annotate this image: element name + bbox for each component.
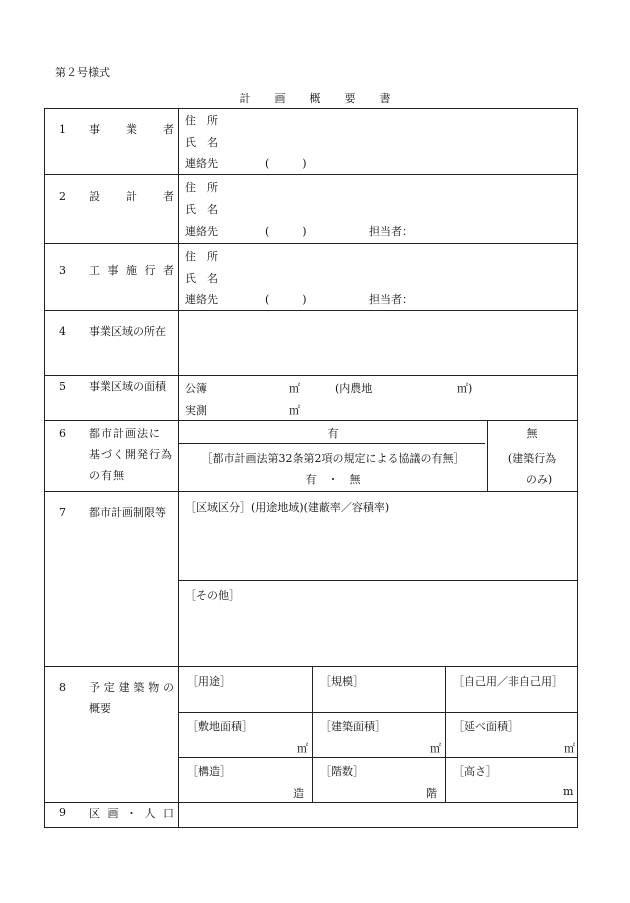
row-number: 9 [59,806,66,819]
row-header [45,421,179,491]
building-only-note: のみ) [525,473,553,486]
consultation-note: ［都市計画法第32条第2項の規定による協議の有無］ [201,452,465,465]
row-label: 事業区域の所在 [89,325,166,338]
development-no-label[interactable]: 無 [526,427,538,440]
row-label: 事業区域の面積 [89,380,166,393]
title-char: 計 [239,92,251,105]
row-number: 8 [59,681,66,694]
row-urban-restrictions [45,492,577,667]
row-label: 区 画 ・ 人 口 [89,807,174,820]
own-use-label: ［自己用／非自己用］ [453,675,563,688]
floor-area-label: ［延べ面積］ [453,720,519,733]
site-area-label: ［敷地面積］ [187,720,253,733]
row-body[interactable] [179,803,577,827]
building-only-note: (建築行為 [507,452,557,465]
address-label: 住 所 [185,181,218,194]
contact-label: 連絡先 [185,225,218,238]
meter-unit: m [563,785,574,798]
name-label: 氏 名 [185,203,218,216]
row-business-operator [45,109,577,175]
column-divider [445,667,446,802]
row-number: 2 [59,190,66,203]
row-label: 都市計画法に 基づく開発行為 の有無 [89,427,173,482]
square-meter-unit: ㎡ [289,382,300,395]
row-header [45,376,179,420]
row-contractor [45,244,577,311]
other-label: ［その他］ [185,589,240,602]
person-in-charge-label: 担当者： [369,293,413,306]
cell-divider [179,757,577,758]
cell-divider [179,712,577,713]
height-label: ［高さ］ [453,765,497,778]
title-char: 要 [344,92,356,105]
scale-label: ［規模］ [320,675,364,688]
survey-area-label: 実測 [185,404,207,417]
address-label: 住 所 [185,114,218,127]
square-meter-unit: ㎡ [289,404,300,417]
cell-divider [179,443,485,444]
title-char: 概 [309,92,321,105]
row-designer [45,175,577,244]
use-label: ［用途］ [187,675,231,688]
person-in-charge-label: 担当者： [369,225,413,238]
square-meter-unit: ㎡ [564,742,575,755]
farmland-label: (内農地 [335,382,373,395]
zoning-label: ［区域区分］(用途地域)(建蔽率／容積率) [185,501,390,514]
row-label: 予 定 建 築 物 の 概要 [89,681,174,715]
consultation-yes-no[interactable]: 有 ・ 無 [305,473,361,486]
name-label: 氏 名 [185,272,218,285]
name-label: 氏 名 [185,136,218,149]
contact-label: 連絡先 [185,157,218,170]
structure-unit: 造 [293,787,304,800]
row-number: 6 [59,427,66,440]
row-project-area [45,376,577,421]
row-header [45,492,179,666]
row-body [179,667,577,802]
row-body[interactable] [179,175,577,243]
row-label: 都市計画制限等 [89,506,166,519]
row-label: 設 計 者 [89,190,174,203]
document-title [0,90,630,106]
row-project-location [45,311,577,376]
row-lots-population [45,803,577,827]
row-number: 3 [59,264,66,277]
row-body[interactable] [179,109,577,174]
row-body [179,421,577,491]
title-char: 書 [379,92,391,105]
floors-label: ［階数］ [320,765,364,778]
form-number: 第２号様式 [55,66,110,79]
plan-summary-form [44,108,578,828]
building-area-label: ［建築面積］ [320,720,386,733]
row-header [45,244,179,310]
square-meter-unit: ㎡ [297,742,308,755]
row-body[interactable] [179,311,577,375]
row-header [45,311,179,375]
contact-paren: ( ) [265,225,307,238]
development-yes-label[interactable]: 有 [327,427,339,440]
contact-paren: ( ) [265,157,307,170]
row-body[interactable] [179,376,577,420]
row-planned-building [45,667,577,803]
row-number: 5 [59,380,66,393]
floors-unit: 階 [426,787,437,800]
row-number: 1 [59,123,66,136]
row-header [45,109,179,174]
row-development-act [45,421,577,492]
row-number: 4 [59,325,66,338]
title-char: 画 [274,92,286,105]
row-label: 事 業 者 [89,123,174,136]
cell-divider [179,580,577,581]
register-area-label: 公簿 [185,382,207,395]
row-body[interactable] [179,244,577,310]
row-label: 工 事 施 行 者 [89,264,174,277]
square-meter-unit: ㎡) [457,382,473,395]
contact-label: 連絡先 [185,293,218,306]
structure-label: ［構造］ [187,765,231,778]
contact-paren: ( ) [265,293,307,306]
row-header [45,175,179,243]
row-body[interactable] [179,492,577,666]
address-label: 住 所 [185,250,218,263]
row-number: 7 [59,506,66,519]
row-header [45,667,179,802]
square-meter-unit: ㎡ [430,742,441,755]
row-header [45,803,179,827]
column-divider [312,667,313,802]
